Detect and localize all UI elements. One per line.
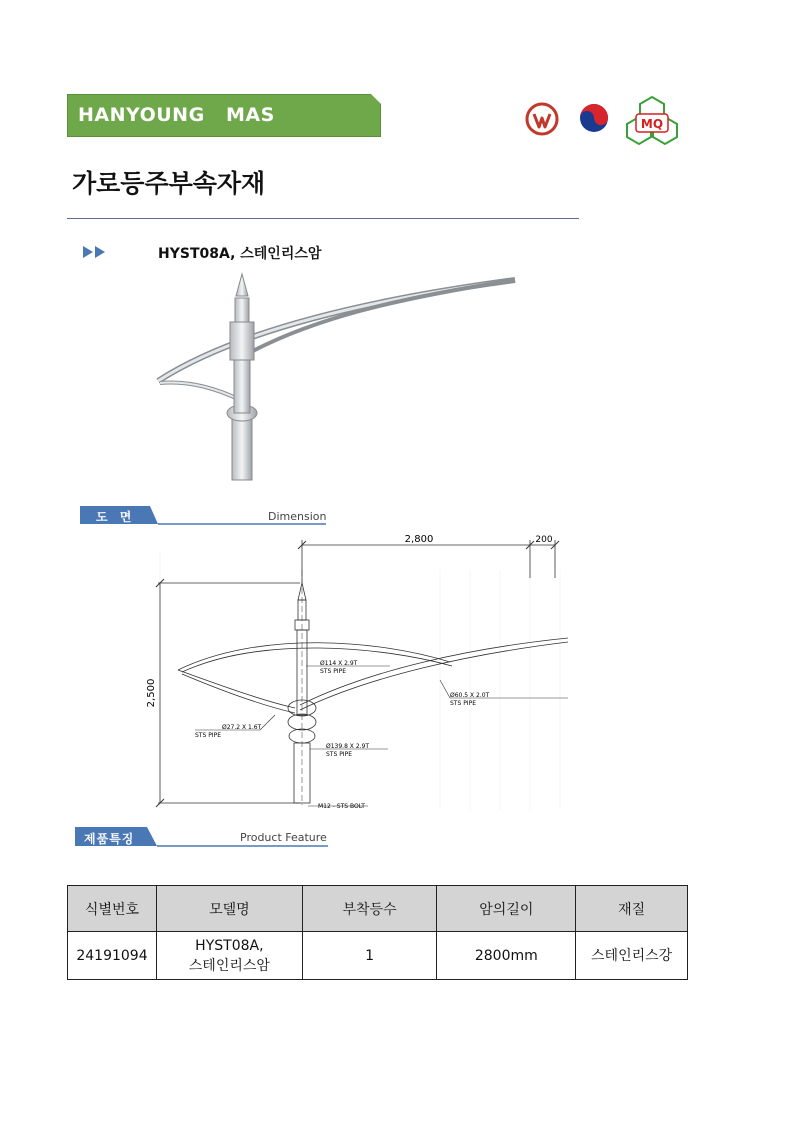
dim-tip-label: 200 (535, 535, 553, 545)
cell-model-line2: 스테인리스암 (188, 957, 270, 974)
header-material: 재질 (576, 886, 688, 932)
product-heading: HYST08A, 스테인리스암 (158, 246, 322, 262)
product-photo (150, 268, 520, 483)
page-title: 가로등주부속자재 (72, 169, 266, 198)
dim-height-label: 2,500 (146, 678, 157, 708)
cell-count: 1 (302, 932, 437, 980)
taegeuk-icon (578, 101, 612, 135)
callout-bolt: M12 - STS BOLT (318, 803, 365, 810)
mq-mark-text: MQ (640, 117, 664, 131)
cell-model (156, 932, 302, 980)
header-model: 모델명 (156, 886, 302, 932)
cell-model-line1: HYST08A, (195, 937, 264, 954)
header-arm-length: 암의길이 (437, 886, 576, 932)
section-title-feature: 제품특징 (84, 832, 135, 846)
callout-lower-arm-mat: STS PIPE (450, 700, 476, 707)
section-subtitle-dimension: Dimension (268, 510, 327, 523)
callout-brace: Ø27.2 X 1.6T (222, 724, 262, 731)
dimension-drawing (140, 530, 580, 820)
section-subtitle-feature: Product Feature (240, 831, 327, 844)
callout-upper-arm-mat: STS PIPE (320, 668, 346, 675)
header-id: 식별번호 (68, 886, 157, 932)
header-count: 부착등수 (302, 886, 437, 932)
callout-lower-arm: Ø60.5 X 2.0T (450, 692, 490, 699)
brand-name: HANYOUNG MAS (78, 104, 275, 126)
mq-mark-icon (624, 95, 680, 147)
kc-mark-icon (525, 100, 561, 138)
title-divider (67, 218, 579, 219)
double-arrow-icon (83, 245, 113, 259)
table-header-row (68, 886, 688, 932)
section-title-drawing: 도 면 (96, 510, 136, 524)
dim-length-label: 2,800 (404, 534, 434, 545)
cell-id: 24191094 (68, 932, 157, 980)
cell-length: 2800mm (437, 932, 576, 980)
spec-table (67, 885, 688, 980)
callout-pole-mat: STS PIPE (326, 751, 352, 758)
callout-brace-mat: STS PIPE (195, 732, 221, 739)
cell-material: 스테인리스강 (576, 932, 688, 980)
callout-pole: Ø139.8 X 2.9T (326, 743, 370, 750)
callout-upper-arm: Ø114 X 2.9T (320, 660, 358, 667)
table-row (68, 932, 688, 980)
